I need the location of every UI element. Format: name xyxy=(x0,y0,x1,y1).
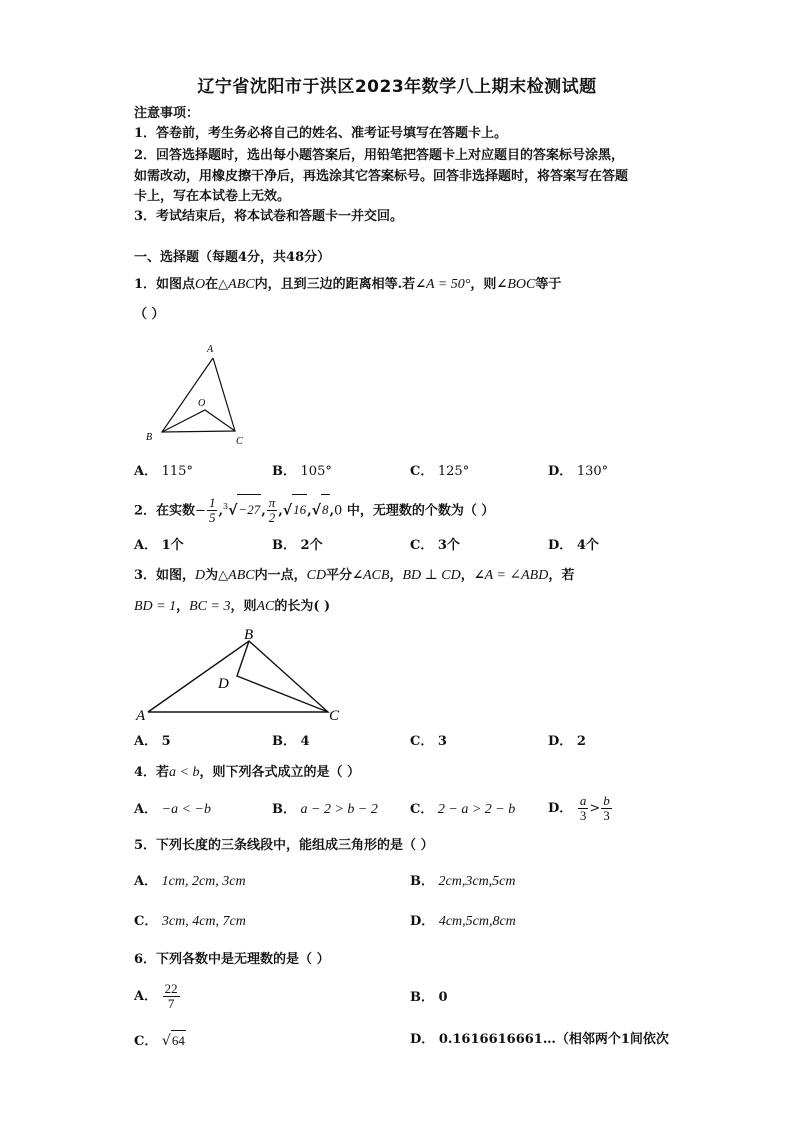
notice-item: 2．回答选择题时，选出每小题答案后，用铅笔把答题卡上对应题目的答案标号涂黑， xyxy=(134,148,625,163)
question-1: 1．如图点O在△ABC内，且到三边的距离相等.若∠A = 50°，则∠BOC等于 xyxy=(134,277,562,292)
notice-item: 如需改动，用橡皮擦干净后，再选涂其它答案标号。回答非选择题时，将答案写在答题 xyxy=(134,169,629,184)
section-heading: 一、选择题（每题4分，共48分） xyxy=(134,250,331,265)
option-d[interactable]: D． 4cm,5cm,8cm xyxy=(410,914,516,929)
option-d[interactable]: D． 4个 xyxy=(548,538,599,553)
option-c[interactable]: C． √64 xyxy=(134,1030,186,1052)
question-5: 5．下列长度的三条线段中，能组成三角形的是（ ） xyxy=(134,838,434,853)
question-3-cont: BD = 1，BC = 3，则AC的长为( ) xyxy=(134,599,331,614)
notice-item: 1．答卷前，考生务必将自己的姓名、准考证号填写在答题卡上。 xyxy=(134,126,508,141)
figure-triangle-abcd xyxy=(134,624,354,728)
vertex-label: B xyxy=(146,432,153,443)
vertex-label: A xyxy=(207,344,214,355)
option-a[interactable]: A． 115° xyxy=(134,464,193,479)
option-d[interactable]: D． 0.1616616661…（相邻两个1间依次 xyxy=(410,1032,669,1047)
option-d[interactable]: D． 2 xyxy=(548,734,586,749)
option-a[interactable]: A． 1cm, 2cm, 3cm xyxy=(134,874,246,889)
option-c[interactable]: C． 3cm, 4cm, 7cm xyxy=(134,914,246,929)
figure-triangle-abc-o xyxy=(140,338,260,450)
question-3: 3．如图，D为△ABC内一点，CD平分∠ACB，BD ⊥ CD，∠A = ∠ABD，若 xyxy=(134,568,575,583)
notice-heading: 注意事项： xyxy=(134,106,200,121)
option-a[interactable]: A． $\frac{22}{7}$ xyxy=(134,981,178,1011)
option-b[interactable]: B． 2cm,3cm,5cm xyxy=(410,874,516,889)
option-c[interactable]: C． 2 − a > 2 − b xyxy=(410,802,516,817)
option-c[interactable]: C． 3 xyxy=(410,734,447,749)
option-d[interactable]: D． 130° xyxy=(548,464,609,479)
vertex-label: D xyxy=(218,676,229,692)
notice-item: 3．考试结束后，将本试卷和答题卡一并交回。 xyxy=(134,209,404,224)
option-b[interactable]: B． 0 xyxy=(410,990,448,1005)
vertex-label: A xyxy=(136,708,146,724)
option-b[interactable]: B． a − 2 > b − 2 xyxy=(272,802,378,817)
option-a[interactable]: A． 5 xyxy=(134,734,171,749)
option-c[interactable]: C． 3个 xyxy=(410,538,460,553)
option-a[interactable]: A． −a < −b xyxy=(134,802,211,817)
option-a[interactable]: A． 1个 xyxy=(134,538,184,553)
question-6: 6．下列各数中是无理数的是（ ） xyxy=(134,952,330,967)
answer-paren: （ ） xyxy=(134,307,165,322)
fraction: $\frac{\pi}{2}$ xyxy=(268,495,276,526)
page-title: 辽宁省沈阳市于洪区2023年数学八上期末检测试题 xyxy=(197,77,597,97)
option-c[interactable]: C． 125° xyxy=(410,464,470,479)
option-b[interactable]: B． 2个 xyxy=(272,538,323,553)
vertex-label: O xyxy=(198,398,206,409)
question-4: 4．若a < b，则下列各式成立的是（ ） xyxy=(134,765,361,780)
fraction: $\frac{1}{5}$ xyxy=(208,495,216,526)
vertex-label: C xyxy=(329,708,340,724)
question-2: 2．在实数− $\frac{1}{5}$ ,$^3$√−27, $\frac{\pi}{2}$ ,√16,√8,0 中，无理数的个数为（ ） xyxy=(134,495,495,526)
option-b[interactable]: B． 105° xyxy=(272,464,332,479)
option-b[interactable]: B． 4 xyxy=(272,734,310,749)
vertex-label: C xyxy=(236,436,243,447)
option-d[interactable]: D． $\frac{a}{3}$ > $\frac{b}{3}$ xyxy=(548,793,610,823)
notice-item: 卡上，写在本试卷上无效。 xyxy=(134,189,291,204)
vertex-label: B xyxy=(244,627,254,643)
